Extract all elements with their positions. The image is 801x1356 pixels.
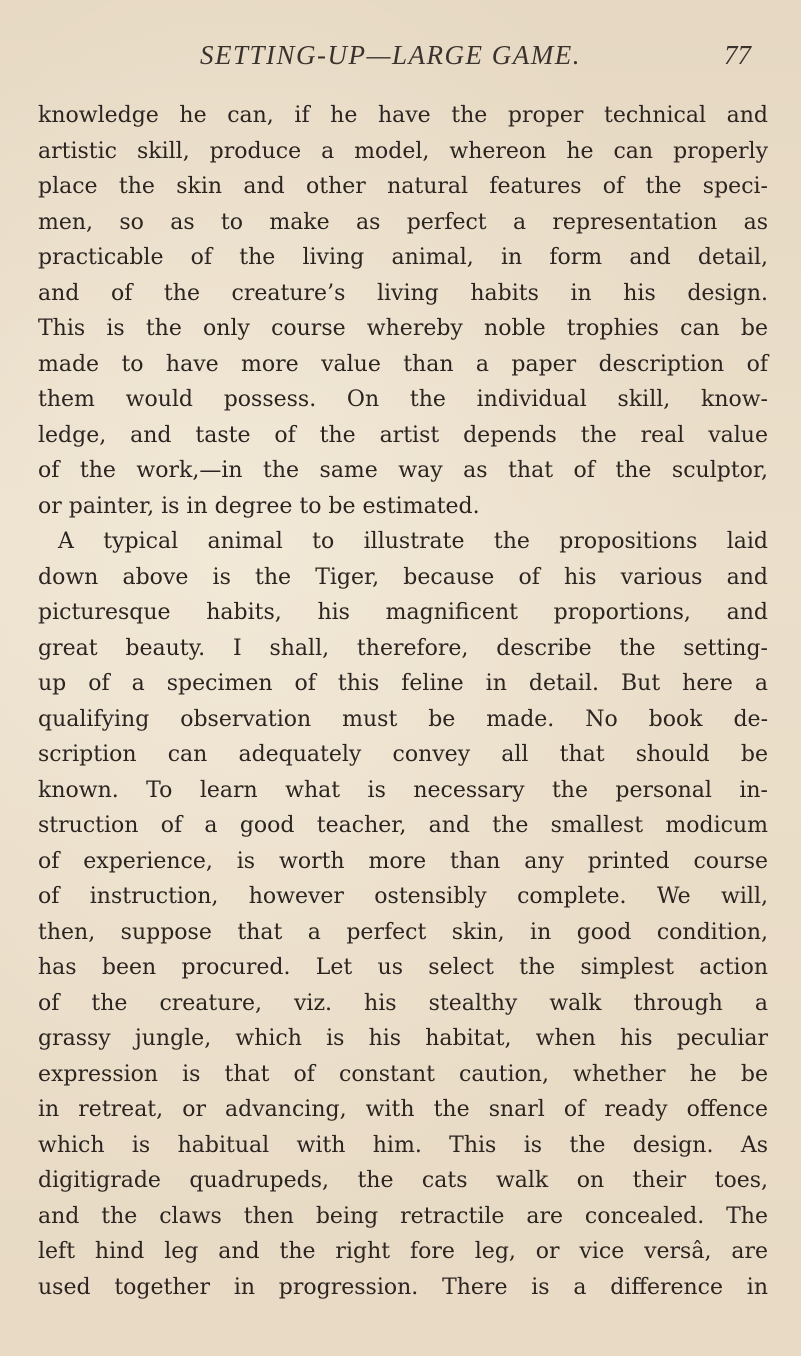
text-line: expression is that of constant caution, whether he be [38, 1061, 768, 1087]
text-line: great beauty. I shall, therefore, describe the setting- [38, 635, 768, 661]
text-line: down above is the Tiger, because of his various and [38, 564, 768, 590]
text-line: and the claws then being retractile are concealed. The [38, 1203, 768, 1229]
text-line: A typical animal to illustrate the propositions laid [58, 529, 768, 554]
text-line: practicable of the living animal, in form and detail, [38, 245, 768, 270]
text-line: picturesque habits, his magnificent proportions, and [38, 600, 768, 625]
text-line: ledge, and taste of the artist depends the real value [38, 422, 768, 448]
text-line: of instruction, however ostensibly complete. We will, [38, 884, 768, 909]
text-line: of experience, is worth more than any printed course [38, 848, 768, 874]
text-line: made to have more value than a paper description of [38, 351, 768, 377]
running-head: SETTING-UP—LARGE GAME. [200, 40, 581, 70]
text-line: used together in progression. There is a difference in [38, 1274, 768, 1300]
text-line: artistic skill, produce a model, whereon he can properly [38, 138, 768, 164]
text-line: qualifying observation must be made. No book de- [38, 706, 768, 732]
text-line: This is the only course whereby noble trophies can be [38, 316, 768, 341]
text-line: has been procured. Let us select the simplest action [38, 955, 768, 980]
text-line: of the work,—in the same way as that of the sculptor, [38, 458, 768, 483]
text-line: or painter, is in degree to be estimated. [38, 493, 480, 519]
body-text [38, 98, 768, 1305]
text-line: struction of a good teacher, and the smallest modicum [38, 813, 768, 838]
text-line: place the skin and other natural features of the speci- [38, 174, 768, 199]
text-line: known. To learn what is necessary the personal in- [38, 777, 768, 803]
text-line: scription can adequately convey all that should be [38, 742, 768, 767]
text-line: men, so as to make as perfect a representation as [38, 209, 768, 235]
text-line: grassy jungle, which is his habitat, when his peculiar [38, 1026, 768, 1051]
text-line: then, suppose that a perfect skin, in good condition, [38, 919, 768, 945]
text-line: knowledge he can, if he have the proper technical and [38, 103, 768, 128]
text-line: left hind leg and the right fore leg, or vice versâ, are [38, 1239, 768, 1264]
text-line: up of a specimen of this feline in detail. But here a [38, 671, 768, 696]
text-line: in retreat, or advancing, with the snarl of ready offence [38, 1097, 768, 1122]
text-line: and of the creature’s living habits in his design. [38, 280, 768, 306]
text-line: of the creature, viz. his stealthy walk through a [38, 990, 768, 1016]
page-number: 77 [724, 40, 751, 70]
text-line: digitigrade quadrupeds, the cats walk on their toes, [38, 1168, 768, 1193]
text-line: which is habitual with him. This is the design. As [38, 1132, 768, 1158]
text-line: them would possess. On the individual skill, know- [38, 387, 768, 412]
